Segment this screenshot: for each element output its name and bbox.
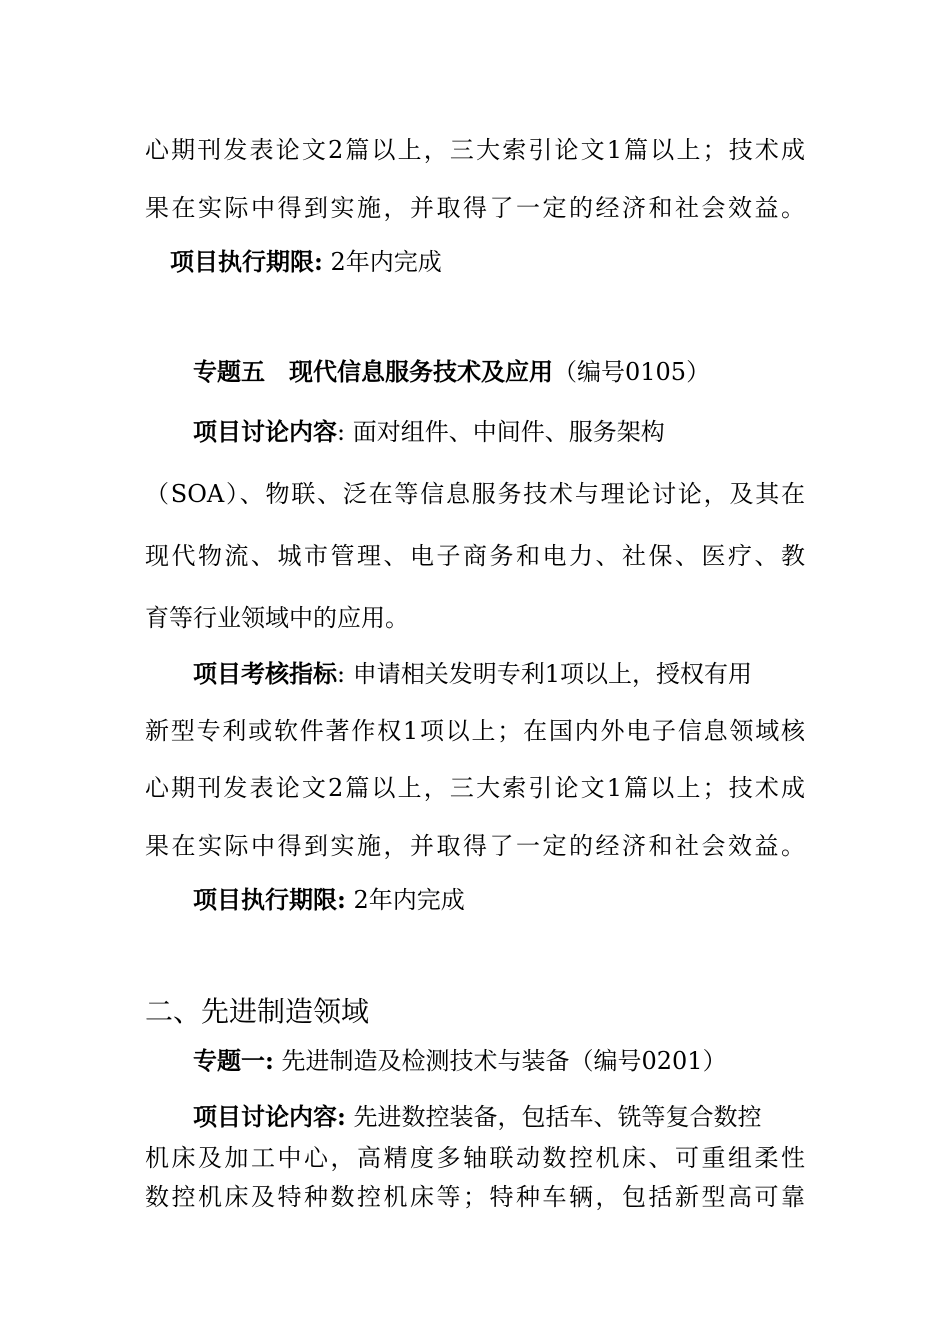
topic-code: （编号0201） [569, 1047, 727, 1075]
paragraph-line: 现代物流、城市管理、电子商务和电力、社保、医疗、教 [145, 542, 805, 570]
discussion-line [193, 417, 665, 447]
paragraph-line: 心期刊发表论文2篇以上，三大索引论文1篇以上；技术成 [145, 136, 805, 164]
paragraph-line: （SOA）、物联、泛在等信息服务技术与理论讨论，及其在 [145, 480, 805, 508]
paragraph-line: 心期刊发表论文2篇以上，三大索引论文1篇以上；技术成 [145, 774, 805, 802]
assessment-text: : 申请相关发明专利1项以上，授权有用 [337, 660, 752, 688]
paragraph-line: 果在实际中得到实施，并取得了一定的经济和社会效益。 [145, 832, 805, 860]
assessment-label: 项目考核指标 [193, 659, 337, 688]
topic-heading [193, 357, 710, 387]
section-heading: 二、先进制造领域 [145, 995, 370, 1028]
execution-period-value: 2年内完成 [353, 886, 465, 914]
topic-title: 专题五 现代信息服务技术及应用 [193, 357, 553, 386]
execution-period-label: 项目执行期限: [193, 885, 346, 914]
discussion-line [193, 1102, 762, 1132]
paragraph-line: 机床及加工中心，高精度多轴联动数控机床、可重组柔性 [145, 1144, 805, 1172]
topic-code: （编号0105） [553, 358, 711, 386]
paragraph-line: 育等行业领域中的应用。 [145, 604, 409, 632]
execution-period-line [170, 247, 442, 277]
execution-period-line [193, 885, 465, 915]
paragraph-line: 新型专利或软件著作权1项以上；在国内外电子信息领域核 [145, 717, 805, 745]
discussion-label: 项目讨论内容: [193, 1102, 346, 1131]
topic-title: 先进制造及检测技术与装备 [281, 1047, 570, 1075]
discussion-text: 先进数控装备，包括车、铣等复合数控 [353, 1103, 762, 1131]
topic-heading [193, 1046, 727, 1076]
topic-label: 专题一: [193, 1046, 274, 1075]
paragraph-line: 数控机床及特种数控机床等；特种车辆，包括新型高可靠 [145, 1183, 805, 1211]
discussion-text: : 面对组件、中间件、服务架构 [337, 418, 665, 446]
discussion-label: 项目讨论内容 [193, 417, 337, 446]
execution-period-value: 2年内完成 [330, 248, 442, 276]
paragraph-line: 果在实际中得到实施，并取得了一定的经济和社会效益。 [145, 194, 805, 222]
assessment-line [193, 659, 752, 689]
execution-period-label: 项目执行期限: [170, 247, 323, 276]
